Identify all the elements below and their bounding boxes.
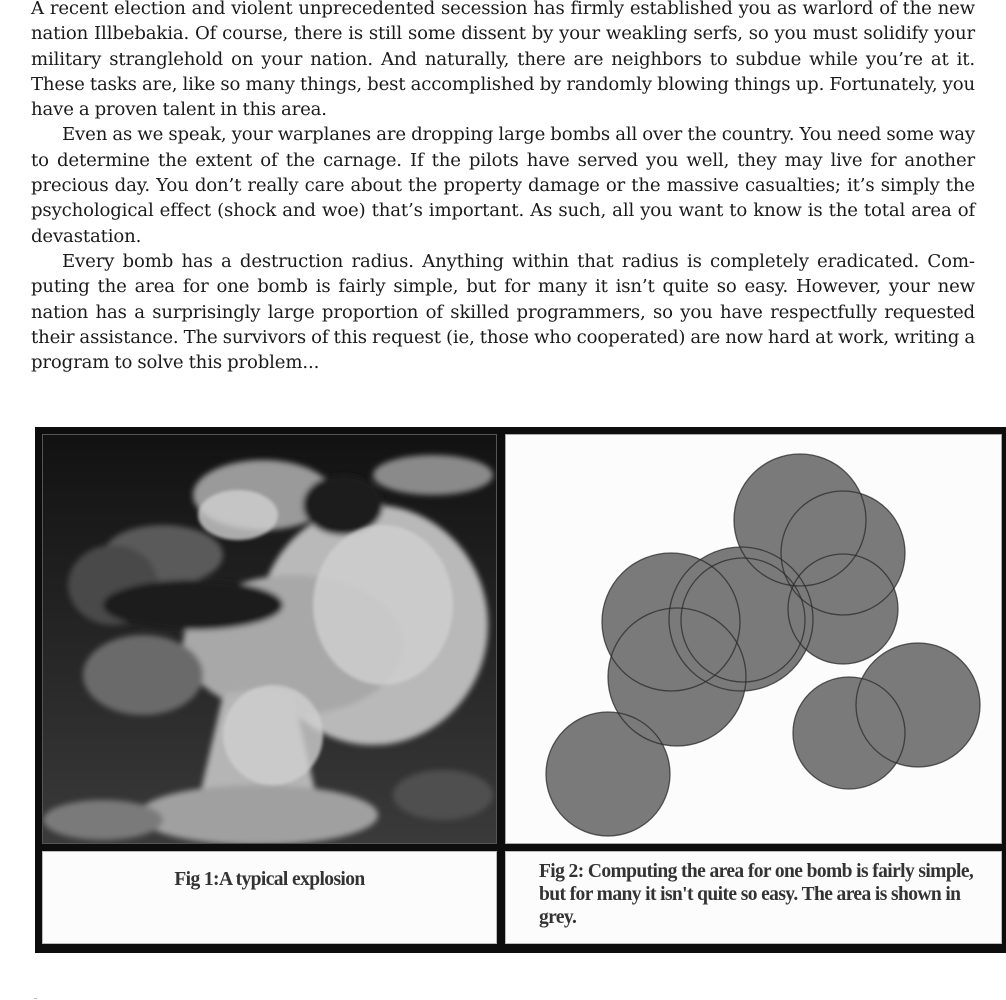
paragraph-intro: A recent election and violent unprecedented secession has firmly established you as warlord of the new nation Illbebakia. Of course, there is still some dissent by your weakling serfs, so you must solidify your military stranglehold on your nation. And naturally, there are neighbors to subdue while you’re at it. These tasks are, like so many things, best accomplished by randomly blowing things up. Fortunately, you have a proven talent in this area.: [31, 0, 975, 121]
union-area: [546, 454, 980, 836]
mushroom-cloud-image: [43, 435, 496, 843]
figure-2-caption: Fig 2: Computing the area for one bomb is fairly simple, but for many it isn't quite so easy. The area is shown in grey.: [539, 861, 974, 928]
problem-statement: [31, 0, 975, 375]
explosion-photo: [42, 434, 497, 844]
figure-1-caption-box: [42, 851, 497, 944]
paragraph-destruction-radius: Every bomb has a destruction radius. Anything within that radius is completely eradicated. Computing the area for one bomb is fairly simple, but for many it isn’t quite so easy. However, your new nation has a surprisingly large proportion of skilled programmers, so you have respectfully requested their assistance. The survivors of this request (ie, those who cooperated) are now hard at work, writing a program to solve this problem...: [31, 250, 975, 374]
circles-svg: [506, 435, 1001, 843]
page-mark: [34, 998, 37, 999]
figure-frame: [35, 427, 1006, 953]
figure-2-caption-box: [505, 851, 1002, 944]
bomb-circles-diagram: [505, 434, 1002, 844]
figure-1-caption: Fig 1:A typical explosion: [174, 869, 365, 890]
paragraph-warplanes: Even as we speak, your warplanes are dropping large bombs all over the country. You need some way to determine the extent of the carnage. If the pilots have served you well, they may live for another precious day. You don’t really care about the property damage or the massive casualties; it’s simply the psychological effect (shock and woe) that’s important. As such, all you want to know is the total area of devastation.: [31, 124, 975, 247]
